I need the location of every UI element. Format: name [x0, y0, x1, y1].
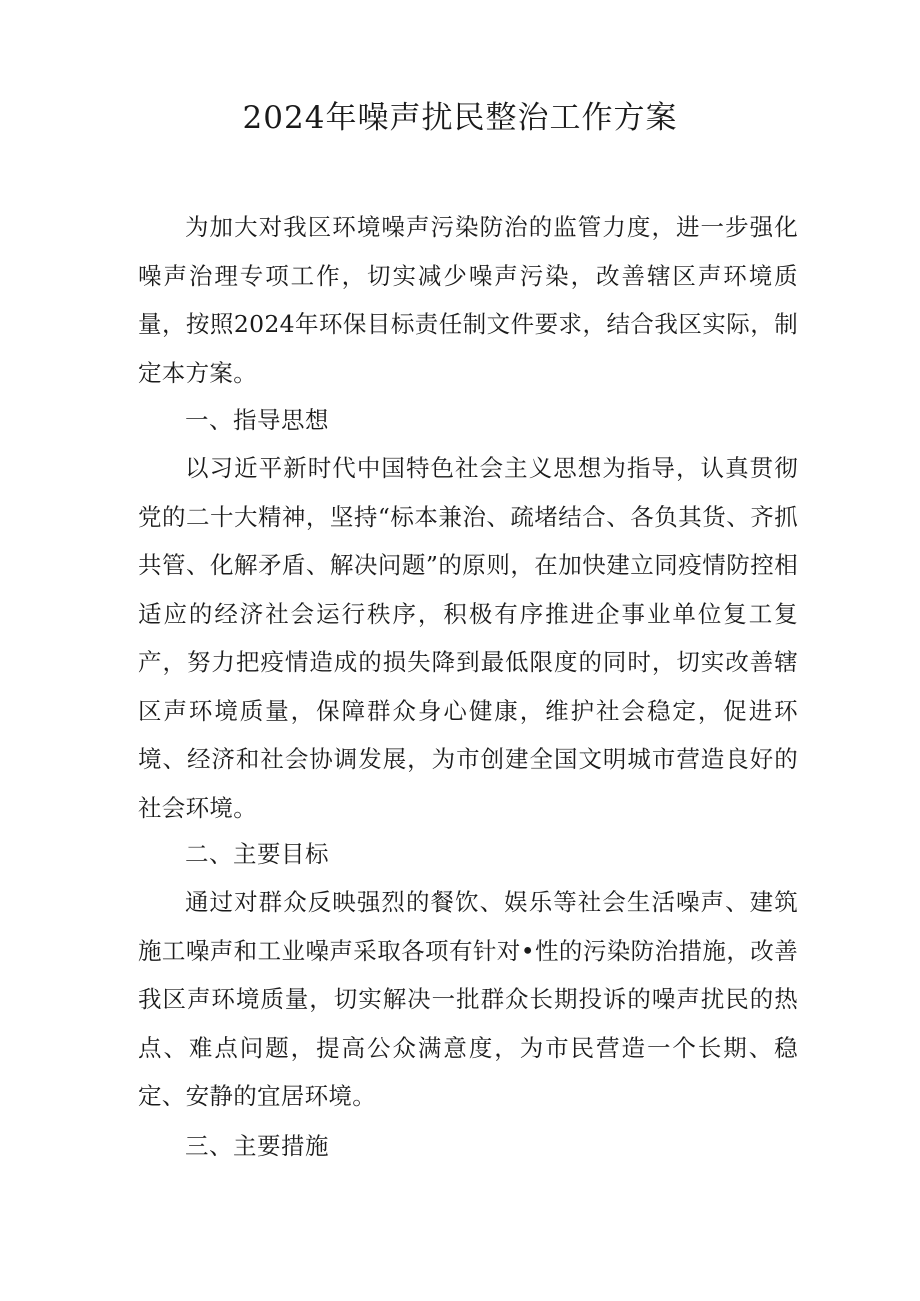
document-title: 2024年噪声扰民整治工作方案	[242, 100, 678, 136]
section-body-main-goals: 通过对群众反映强烈的餐饮、娱乐等社会生活噪声、建筑施工噪声和工业噪声采取各项有针对•性的污染防治措施，改善我区声环境质量，切实解决一批群众长期投诉的噪声扰民的热点、难点问题，提高公众满意度，为市民营造一个长期、稳定、安静的宜居环境。	[138, 888, 798, 1110]
section-heading-guiding-ideology: 一、指导思想	[185, 406, 329, 434]
section-body-guiding-ideology: 以习近平新时代中国特色社会主义思想为指导，认真贯彻党的二十大精神，坚持“标本兼治、疏堵结合、各负其货、齐抓共管、化解矛盾、解决问题”的原则，在加快建立同疫情防控相适应的经济社会运行秩序，积极有序推进企事业单位复工复产，努力把疫情造成的损失降到最低限度的同时，切实改善辖区声环境质量，保障群众身心健康，维护社会稳定，促进环境、经济和社会协调发展，为市创建全国文明城市营造良好的社会环境。	[138, 454, 798, 822]
section-heading-main-goals: 二、主要目标	[185, 840, 329, 868]
intro-paragraph: 为加大对我区环境噪声污染防治的监管力度，进一步强化噪声治理专项工作，切实减少噪声污染，改善辖区声环境质量，按照2024年环保目标责任制文件要求，结合我区实际，制定本方案。	[138, 213, 798, 387]
section-heading-main-measures: 三、主要措施	[185, 1132, 329, 1160]
